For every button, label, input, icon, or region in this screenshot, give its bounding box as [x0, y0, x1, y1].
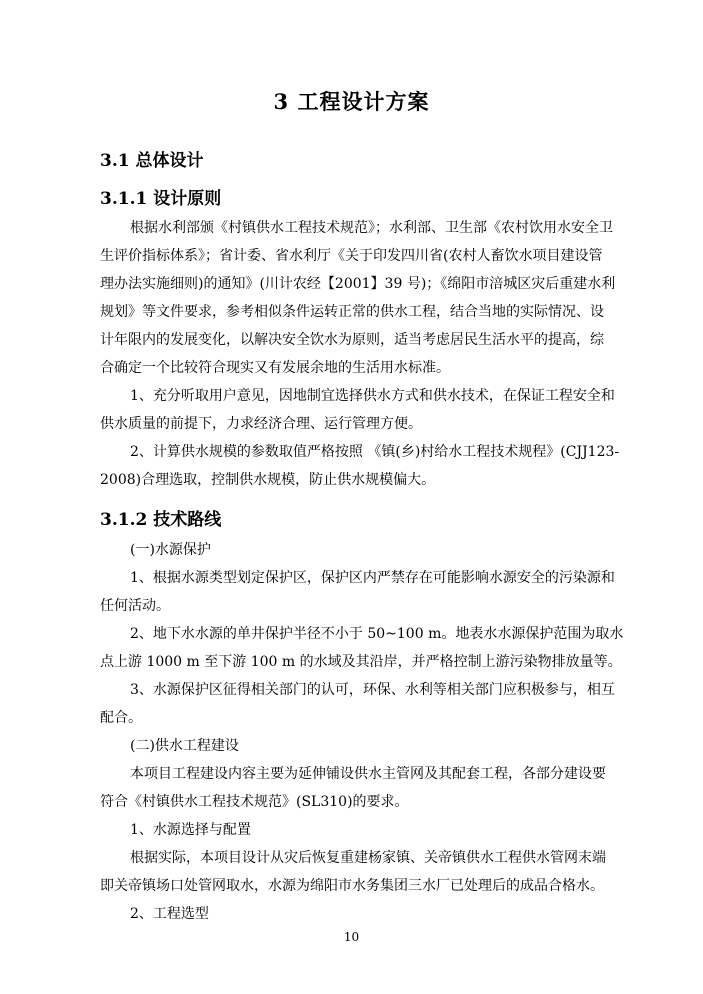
- paragraph-line: 规划》等文件要求，参考相似条件运转正常的供水工程，结合当地的实际情况、设: [100, 304, 604, 320]
- subheading-line: 2、工程选型: [130, 906, 209, 922]
- paragraph-line: 生评价指标体系》；省计委、省水利厅《关于印发四川省(农村人畜饮水项目建设管: [100, 248, 603, 264]
- paragraph-line: 任何活动。: [100, 598, 170, 614]
- paragraph-line: 即关帝镇场口处管网取水，水源为绵阳市水务集团三水厂已处理后的成品合格水。: [100, 878, 604, 894]
- section-heading-3-1: 3.1 总体设计: [100, 151, 204, 171]
- paragraph-line: 3、水源保护区征得相关部门的认可，环保、水利等相关部门应积极参与，相互: [130, 682, 615, 698]
- subheading-line: 1、水源选择与配置: [130, 822, 251, 838]
- section-heading-3-1-1: 3.1.1 设计原则: [100, 189, 222, 209]
- paragraph-line: 2008)合理选取，控制供水规模，防止供水规模偏大。: [100, 472, 436, 488]
- section-heading-3-1-2: 3.1.2 技术路线: [100, 510, 222, 530]
- subheading-line: (二)供水工程建设: [130, 738, 239, 754]
- paragraph-line: 根据水利部颁《村镇供水工程技术规范》；水利部、卫生部《农村饮用水安全卫: [130, 220, 613, 236]
- paragraph-line: 1、根据水源类型划定保护区，保护区内严禁存在可能影响水源安全的污染源和: [130, 570, 615, 586]
- paragraph-line: 本项目工程建设内容主要为延伸铺设供水主管网及其配套工程，各部分建设要: [130, 766, 606, 782]
- paragraph-line: 计年限内的发展变化，以解决安全饮水为原则，适当考虑居民生活水平的提高，综: [100, 332, 604, 348]
- paragraph-line: 合确定一个比较符合现实又有发展余地的生活用水标准。: [100, 360, 450, 376]
- page-number: 10: [343, 930, 360, 944]
- paragraph-line: 根据实际，本项目设计从灾后恢复重建杨家镇、关帝镇供水工程供水管网末端: [130, 850, 606, 866]
- chapter-title: 3 工程设计方案: [273, 89, 430, 114]
- paragraph-line: 配合。: [100, 710, 142, 726]
- paragraph-line: 2、计算供水规模的参数取值严格按照 《镇(乡)村给水工程技术规程》(CJJ123-: [130, 444, 620, 460]
- paragraph-line: 理办法实施细则)的通知》(川计农经【2001】39 号)；《绵阳市涪城区灾后重建水利: [100, 276, 616, 292]
- paragraph-line: 点上游 1000 m 至下游 100 m 的水域及其沿岸，并严格控制上游污染物排放量等。: [100, 654, 622, 670]
- paragraph-line: 2、地下水水源的单井保护半径不小于 50~100 m。地表水水源保护范围为取水: [130, 626, 624, 642]
- subheading-line: (一)水源保护: [130, 542, 211, 558]
- paragraph-line: 1、充分听取用户意见，因地制宜选择供水方式和供水技术，在保证工程安全和: [130, 388, 615, 404]
- paragraph-line: 符合《村镇供水工程技术规范》(SL310)的要求。: [100, 794, 409, 810]
- paragraph-line: 供水质量的前提下，力求经济合理、运行管理方便。: [100, 416, 422, 432]
